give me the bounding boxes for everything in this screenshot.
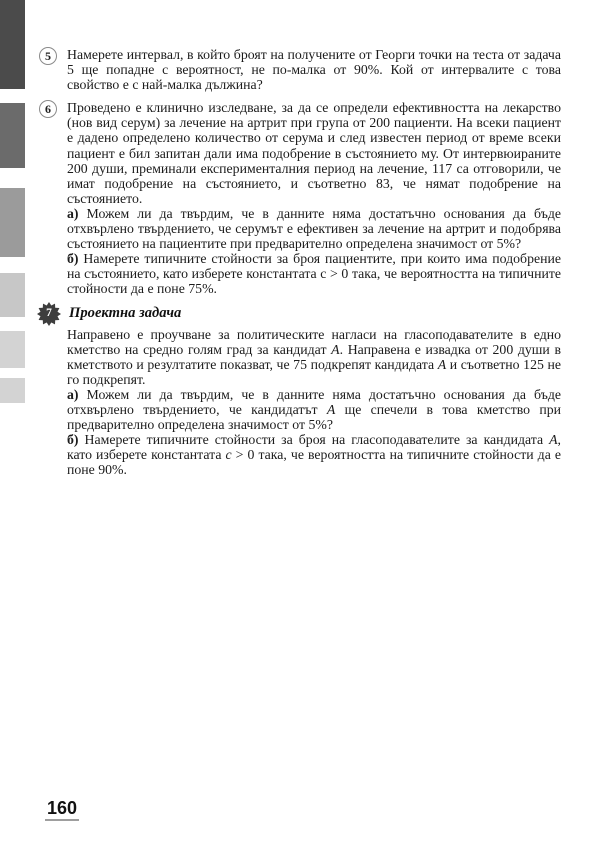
page-number: 160 [45, 799, 79, 821]
problem-5 [45, 47, 561, 93]
problem-7-intro: Направено е проучване за политическите нагласи на гласоподавателите в едно кметство на средно голям град за кандидат A. Направена е извадка от 200 души в кметството и резултатите показват, че 75 подкрепят кандидата A и съответно 125 не го подкрепят. [67, 326, 561, 387]
margin-tab-2 [0, 103, 25, 168]
problem-5-text: Намерете интервал, в който броят на получените от Георги точки на теста от задача 5 ще попадне с вероятност, не по-малка от 90%. Кой от интервалите с това свойство е с най-малка дължина? [67, 47, 561, 93]
problem-6-item-b: б) Намерете типичните стойности за броя пациентите, при които има подобрение на състоянието, като изберете константата с > 0 така, че вероятността на типичните стойности да е поне 75%. [67, 251, 561, 297]
problem-7-item-a: а) Можем ли да твърдим, че в данните няма достатъчно основания да бъде отхвърлено твърдението, че кандидатът A ще спечели в това кметство при предварително определена значимост от 5%? [67, 386, 561, 433]
margin-tab-3 [0, 188, 25, 257]
margin-tab-6 [0, 378, 25, 403]
project-task-title: Проектна задача [69, 304, 182, 321]
margin-tab-4 [0, 273, 25, 317]
gear-badge-icon [37, 302, 61, 326]
problem-6-item-a: а) Можем ли да твърдим, че в данните няма достатъчно основания да бъде отхвърлено твърдението, че серумът е ефективен за лечение на артрит и подобрява състоянието на пациентите при предварително определена значимост от 5%? [67, 205, 561, 252]
problem-7-number: 7 [46, 306, 52, 319]
problem-6-intro: Проведено е клинично изследване, за да се определи ефективността на лекарство (нов вид серум) за лечение на артрит при група от 200 пациенти. На всеки пациент е дадено определено количество от серума и след известен период от време всеки пациент е бил запитан дали има подобрение в състоянието му. От интервюираните 200 души, преминали експерименталния период на лечение, 117 са отговорили, че имат подобрение на състоянието, и съответно 83, че нямат подобрение на състоянието. [67, 100, 561, 206]
problem-5-number-badge [39, 47, 57, 65]
exercises-block [45, 47, 561, 485]
problem-6 [45, 100, 561, 297]
margin-tab-1 [0, 0, 25, 89]
problem-6-number: 6 [45, 102, 51, 117]
problem-6-number-badge [39, 100, 57, 118]
problem-7-item-b: б) Намерете типичните стойности за броя на гласоподавателите за кандидата A, като изберете константата c > 0 така, че вероятността на типичните стойности да е поне 90%. [67, 432, 561, 478]
problem-5-number: 5 [45, 49, 51, 63]
margin-tab-5 [0, 331, 25, 368]
problem-7 [46, 304, 561, 478]
